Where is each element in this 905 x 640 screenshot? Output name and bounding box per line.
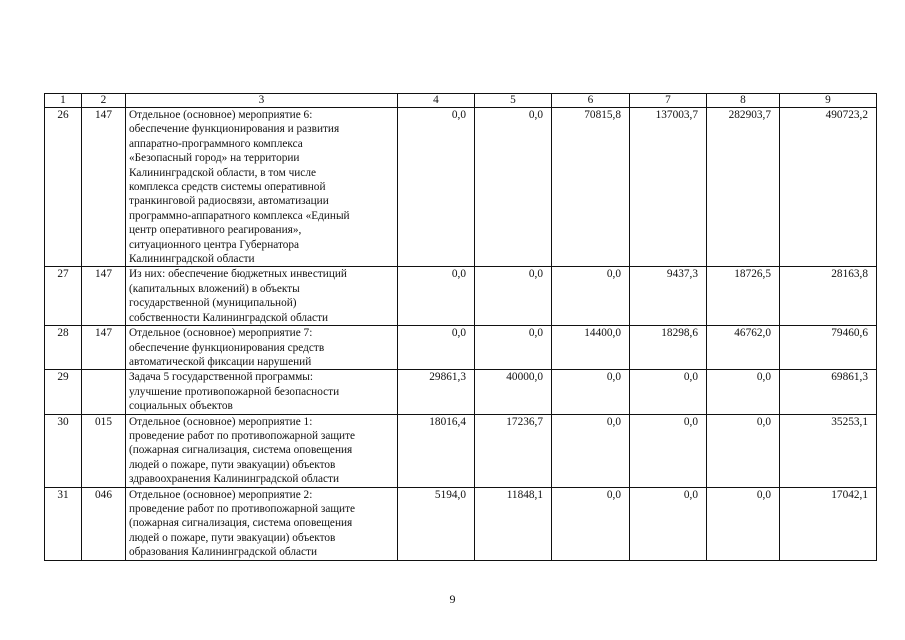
value-cell: 0,0 [630,414,707,487]
value-cell: 0,0 [552,267,630,326]
header-cell: 2 [82,94,126,108]
value-cell: 0,0 [707,370,780,414]
description-line: образования Калининградской области [129,546,317,559]
row-number-cell: 29 [45,370,82,414]
value-cell: 29861,3 [398,370,475,414]
description-line: комплекса средств системы оперативной [129,181,326,194]
description-line: Калининградской области [129,253,255,266]
description-line: собственности Калининградской области [129,311,329,324]
description-line: Отдельное (основное) мероприятие 1: [129,415,313,428]
row-description-cell [126,370,398,414]
description-line: проведение работ по противопожарной защите [129,429,356,442]
value-cell: 17236,7 [475,414,552,487]
description-line: обеспечение функционирования и развития [129,123,340,136]
row-code-cell: 147 [82,326,126,370]
value-cell: 0,0 [398,267,475,326]
row-description-cell [126,267,398,326]
value-cell: 0,0 [552,487,630,560]
value-cell: 282903,7 [707,108,780,267]
description-line: улучшение противопожарной безопасности [129,385,340,398]
program-table [44,93,877,561]
value-cell: 0,0 [398,108,475,267]
description-line: Задача 5 государственной программы: [129,371,313,384]
value-cell: 28163,8 [780,267,877,326]
description-line: автоматической фиксации нарушений [129,355,312,368]
row-number-cell: 26 [45,108,82,267]
row-code-cell: 046 [82,487,126,560]
value-cell: 0,0 [707,487,780,560]
row-description-cell [126,108,398,267]
description-line: людей о пожаре, пути эвакуации) объектов [129,458,336,471]
header-row [45,94,877,108]
value-cell: 79460,6 [780,326,877,370]
value-cell: 0,0 [475,108,552,267]
header-cell: 5 [475,94,552,108]
value-cell: 70815,8 [552,108,630,267]
value-cell: 0,0 [552,414,630,487]
description-line: Отдельное (основное) мероприятие 6: [129,109,313,121]
value-cell: 18298,6 [630,326,707,370]
header-cell: 3 [126,94,398,108]
row-description-cell [126,414,398,487]
description-line: обеспечение функционирования средств [129,341,325,354]
description-line: (пожарная сигнализация, система оповещения [129,517,353,530]
description-line: Калининградской области, в том числе [129,166,316,179]
table-row [45,414,877,487]
value-cell: 0,0 [630,487,707,560]
header-cell: 7 [630,94,707,108]
description-line: ситуационного центра Губернатора [129,238,300,251]
value-cell: 46762,0 [707,326,780,370]
row-code-cell: 015 [82,414,126,487]
value-cell: 14400,0 [552,326,630,370]
table-row [45,326,877,370]
description-line: программно-аппаратного комплекса «Единый [129,209,350,222]
value-cell: 0,0 [552,370,630,414]
header-cell: 1 [45,94,82,108]
row-number-cell: 27 [45,267,82,326]
header-cell: 9 [780,94,877,108]
row-number-cell: 30 [45,414,82,487]
description-line: проведение работ по противопожарной защите [129,502,356,515]
row-code-cell: 147 [82,108,126,267]
description-line: (капитальных вложений) в объекты [129,282,300,295]
table-row [45,108,877,267]
value-cell: 137003,7 [630,108,707,267]
table-body [45,108,877,561]
description-line: Отдельное (основное) мероприятие 2: [129,488,313,501]
row-number-cell: 28 [45,326,82,370]
description-line: транкинговой радиосвязи, автоматизации [129,195,329,208]
description-line: (пожарная сигнализация, система оповещения [129,444,353,457]
value-cell: 18726,5 [707,267,780,326]
value-cell: 18016,4 [398,414,475,487]
header-cell: 6 [552,94,630,108]
description-line: аппаратно-программного комплекса [129,137,303,150]
value-cell: 35253,1 [780,414,877,487]
table-row [45,370,877,414]
value-cell: 0,0 [475,267,552,326]
value-cell: 9437,3 [630,267,707,326]
description-line: Отдельное (основное) мероприятие 7: [129,327,313,340]
value-cell: 0,0 [398,326,475,370]
row-number-cell: 31 [45,487,82,560]
value-cell: 0,0 [707,414,780,487]
value-cell: 0,0 [630,370,707,414]
description-line: здравоохранения Калининградской области [129,473,339,486]
row-code-cell [82,370,126,414]
description-line: центр оперативного реагирования», [129,224,302,237]
value-cell: 5194,0 [398,487,475,560]
row-description-cell [126,326,398,370]
value-cell: 40000,0 [475,370,552,414]
table-row [45,267,877,326]
page-number: 9 [449,592,456,606]
description-line: государственной (муниципальной) [129,297,297,310]
description-line: социальных объектов [129,400,233,413]
description-line: «Безопасный город» на территории [129,152,300,165]
table-row [45,487,877,560]
header-cell: 8 [707,94,780,108]
value-cell: 0,0 [475,326,552,370]
row-code-cell: 147 [82,267,126,326]
value-cell: 11848,1 [475,487,552,560]
value-cell: 69861,3 [780,370,877,414]
description-line: Из них: обеспечение бюджетных инвестиций [129,268,347,281]
description-line: людей о пожаре, пути эвакуации) объектов [129,531,336,544]
header-cell: 4 [398,94,475,108]
row-description-cell [126,487,398,560]
value-cell: 17042,1 [780,487,877,560]
value-cell: 490723,2 [780,108,877,267]
